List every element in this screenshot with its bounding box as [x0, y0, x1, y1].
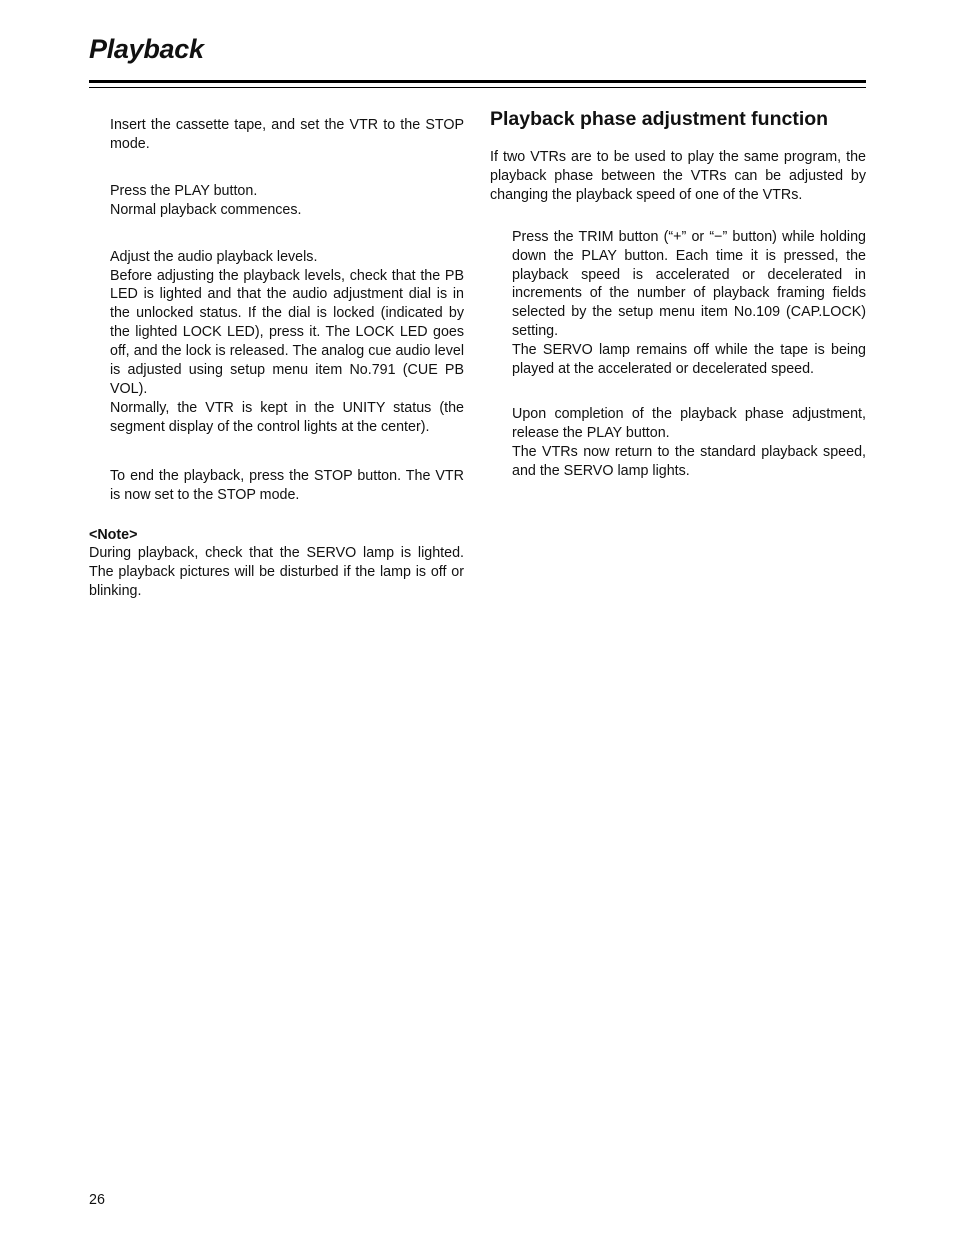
right-column: [490, 107, 866, 481]
note-text: During playback, check that the SERVO lamp is lighted. The playback pictures will be disturbed if the lamp is off or blinking.: [89, 545, 464, 600]
step-text: Normal playback commences.: [110, 201, 302, 218]
step-release-play: [490, 405, 866, 481]
step-text: Press the PLAY button.: [110, 182, 258, 199]
step-text: The SERVO lamp remains off while the tape is being played at the accelerated or decelerated speed.: [512, 342, 866, 378]
page-number: 26: [89, 1192, 105, 1208]
step-press-trim: [490, 228, 866, 379]
step-adjust-audio: [89, 248, 464, 437]
step-text: Normally, the VTR is kept in the UNITY status (the segment display of the control lights at the center).: [110, 399, 464, 435]
step-text: Adjust the audio playback levels.: [110, 248, 318, 265]
note: [89, 526, 464, 602]
step-text: Upon completion of the playback phase adjustment, release the PLAY button.: [512, 405, 866, 441]
header-rule-thin: [89, 87, 866, 88]
step-text: The VTRs now return to the standard playback speed, and the SERVO lamp lights.: [512, 443, 866, 479]
header-rule-thick: [89, 80, 866, 83]
left-column: [89, 116, 464, 601]
step-insert-cassette: [89, 116, 464, 154]
step-end-playback: [89, 467, 464, 505]
step-text: Before adjusting the playback levels, check that the PB LED is lighted and that the audio adjustment dial is in the unlocked status. If the dial is locked (indicated by the lighted LOCK LED), press it. The LOCK LED goes off, and the lock is released. The analog cue audio level is adjusted using setup menu item No.791 (CUE PB VOL).: [110, 267, 464, 397]
step-text: Press the TRIM button (“+” or “−” button) while holding down the PLAY button. Each time it is pressed, the playback speed is accelerated or decelerated in increments of the number of playback framing fields selected by the setup menu item No.109 (CAP.LOCK) setting.: [512, 228, 866, 340]
note-label: <Note>: [89, 526, 138, 543]
step-text: Insert the cassette tape, and set the VTR to the STOP mode.: [110, 117, 464, 152]
step-text: To end the playback, press the STOP button. The VTR is now set to the STOP mode.: [110, 467, 464, 503]
section-intro: If two VTRs are to be used to play the same program, the playback phase between the VTRs can be adjusted by changing the playback speed of one of the VTRs.: [490, 149, 866, 203]
step-press-play: [89, 182, 464, 220]
page-title: Playback: [89, 34, 204, 64]
section-heading: Playback phase adjustment function: [490, 108, 829, 130]
